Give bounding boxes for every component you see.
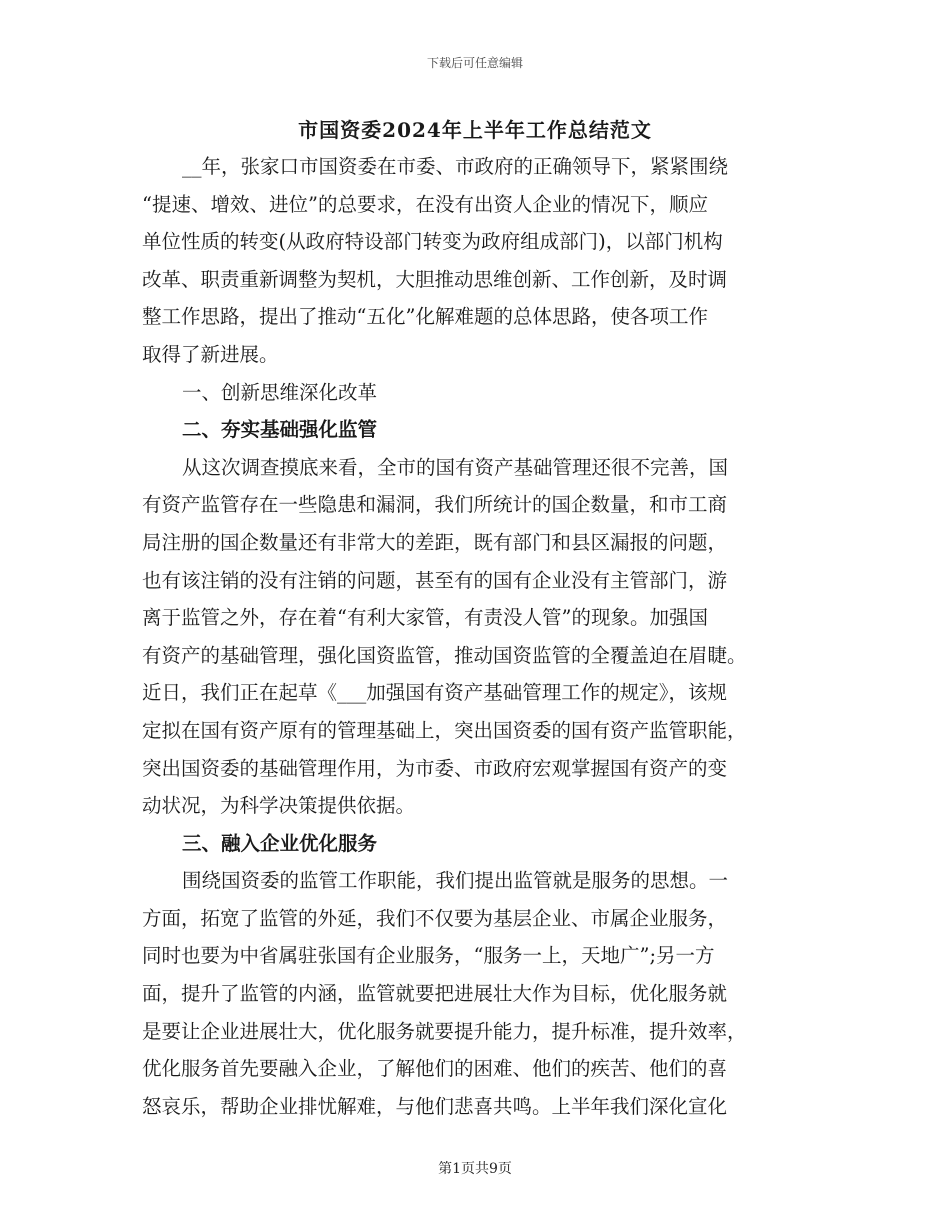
paragraph-line: 同时也要为中省属驻张国有企业服务，“服务一上，天地广”;另一方 [142,944,715,968]
document-body [142,148,812,1125]
paragraph-line: 有资产的基础管理，强化国资监管，推动国资监管的全覆盖迫在眉睫。 [142,643,747,667]
paragraph-line: 改革、职责重新调整为契机，大胆推动思维创新、工作创新，及时调 [142,267,728,291]
paragraph-line: 取得了新进展。 [142,342,279,366]
paragraph-line: “提速、增效、进位”的总要求，在没有出资人企业的情况下，顺应 [142,192,708,216]
paragraph-line: 离于监管之外，存在着“有利大家管，有责没人管”的现象。加强国 [142,606,708,630]
section-heading-bold: 三、融入企业优化服务 [182,831,378,855]
paragraph-line: 怒哀乐，帮助企业排忧解难，与他们悲喜共鸣。上半年我们深化宣化 [142,1094,728,1118]
paragraph-line: 优化服务首先要融入企业，了解他们的困难、他们的疾苦、他们的喜 [142,1057,728,1081]
document-title: 市国资委2024年上半年工作总结范文 [298,118,652,142]
paragraph-line: 也有该注销的没有注销的问题，甚至有的国有企业没有主管部门，游 [142,568,728,592]
paragraph-line: 单位性质的转变(从政府特设部门转变为政府组成部门)，以部门机构 [142,230,723,254]
paragraph-line: 整工作思路，提出了推动“五化”化解难题的总体思路，使各项工作 [142,305,708,329]
header-note: 下载后可任意编辑 [426,56,523,70]
page-footer: 第1页共9页 [438,1161,512,1177]
paragraph-line: 动状况，为科学决策提供依据。 [142,794,416,818]
section-heading: 一、创新思维深化改革 [182,380,378,404]
paragraph-line: 近日，我们正在起草《___加强国有资产基础管理工作的规定》，该规 [142,681,728,705]
paragraph-line: 方面，拓宽了监管的外延，我们不仅要为基层企业、市属企业服务， [142,906,728,930]
paragraph-line: 突出国资委的基础管理作用，为市委、市政府宏观掌握国有资产的变 [142,756,728,780]
paragraph-line: __年，张家口市国资委在市委、市政府的正确领导下，紧紧围绕 [182,155,729,178]
paragraph-line: 围绕国资委的监管工作职能，我们提出监管就是服务的思想。一 [182,869,729,893]
paragraph-line: 从这次调查摸底来看，全市的国有资产基础管理还很不完善，国 [182,455,729,479]
paragraph-line: 有资产监管存在一些隐患和漏洞，我们所统计的国企数量，和市工商 [142,493,728,517]
section-heading-bold: 二、夯实基础强化监管 [182,418,378,442]
paragraph-line: 面，提升了监管的内涵，监管就要把进展壮大作为目标，优化服务就 [142,982,728,1006]
paragraph-line: 是要让企业进展壮大，优化服务就要提升能力，提升标准，提升效率， [142,1019,747,1043]
paragraph-line: 定拟在国有资产原有的管理基础上，突出国资委的国有资产监管职能， [142,718,747,742]
paragraph-line: 局注册的国企数量还有非常大的差距，既有部门和县区漏报的问题， [142,530,728,554]
